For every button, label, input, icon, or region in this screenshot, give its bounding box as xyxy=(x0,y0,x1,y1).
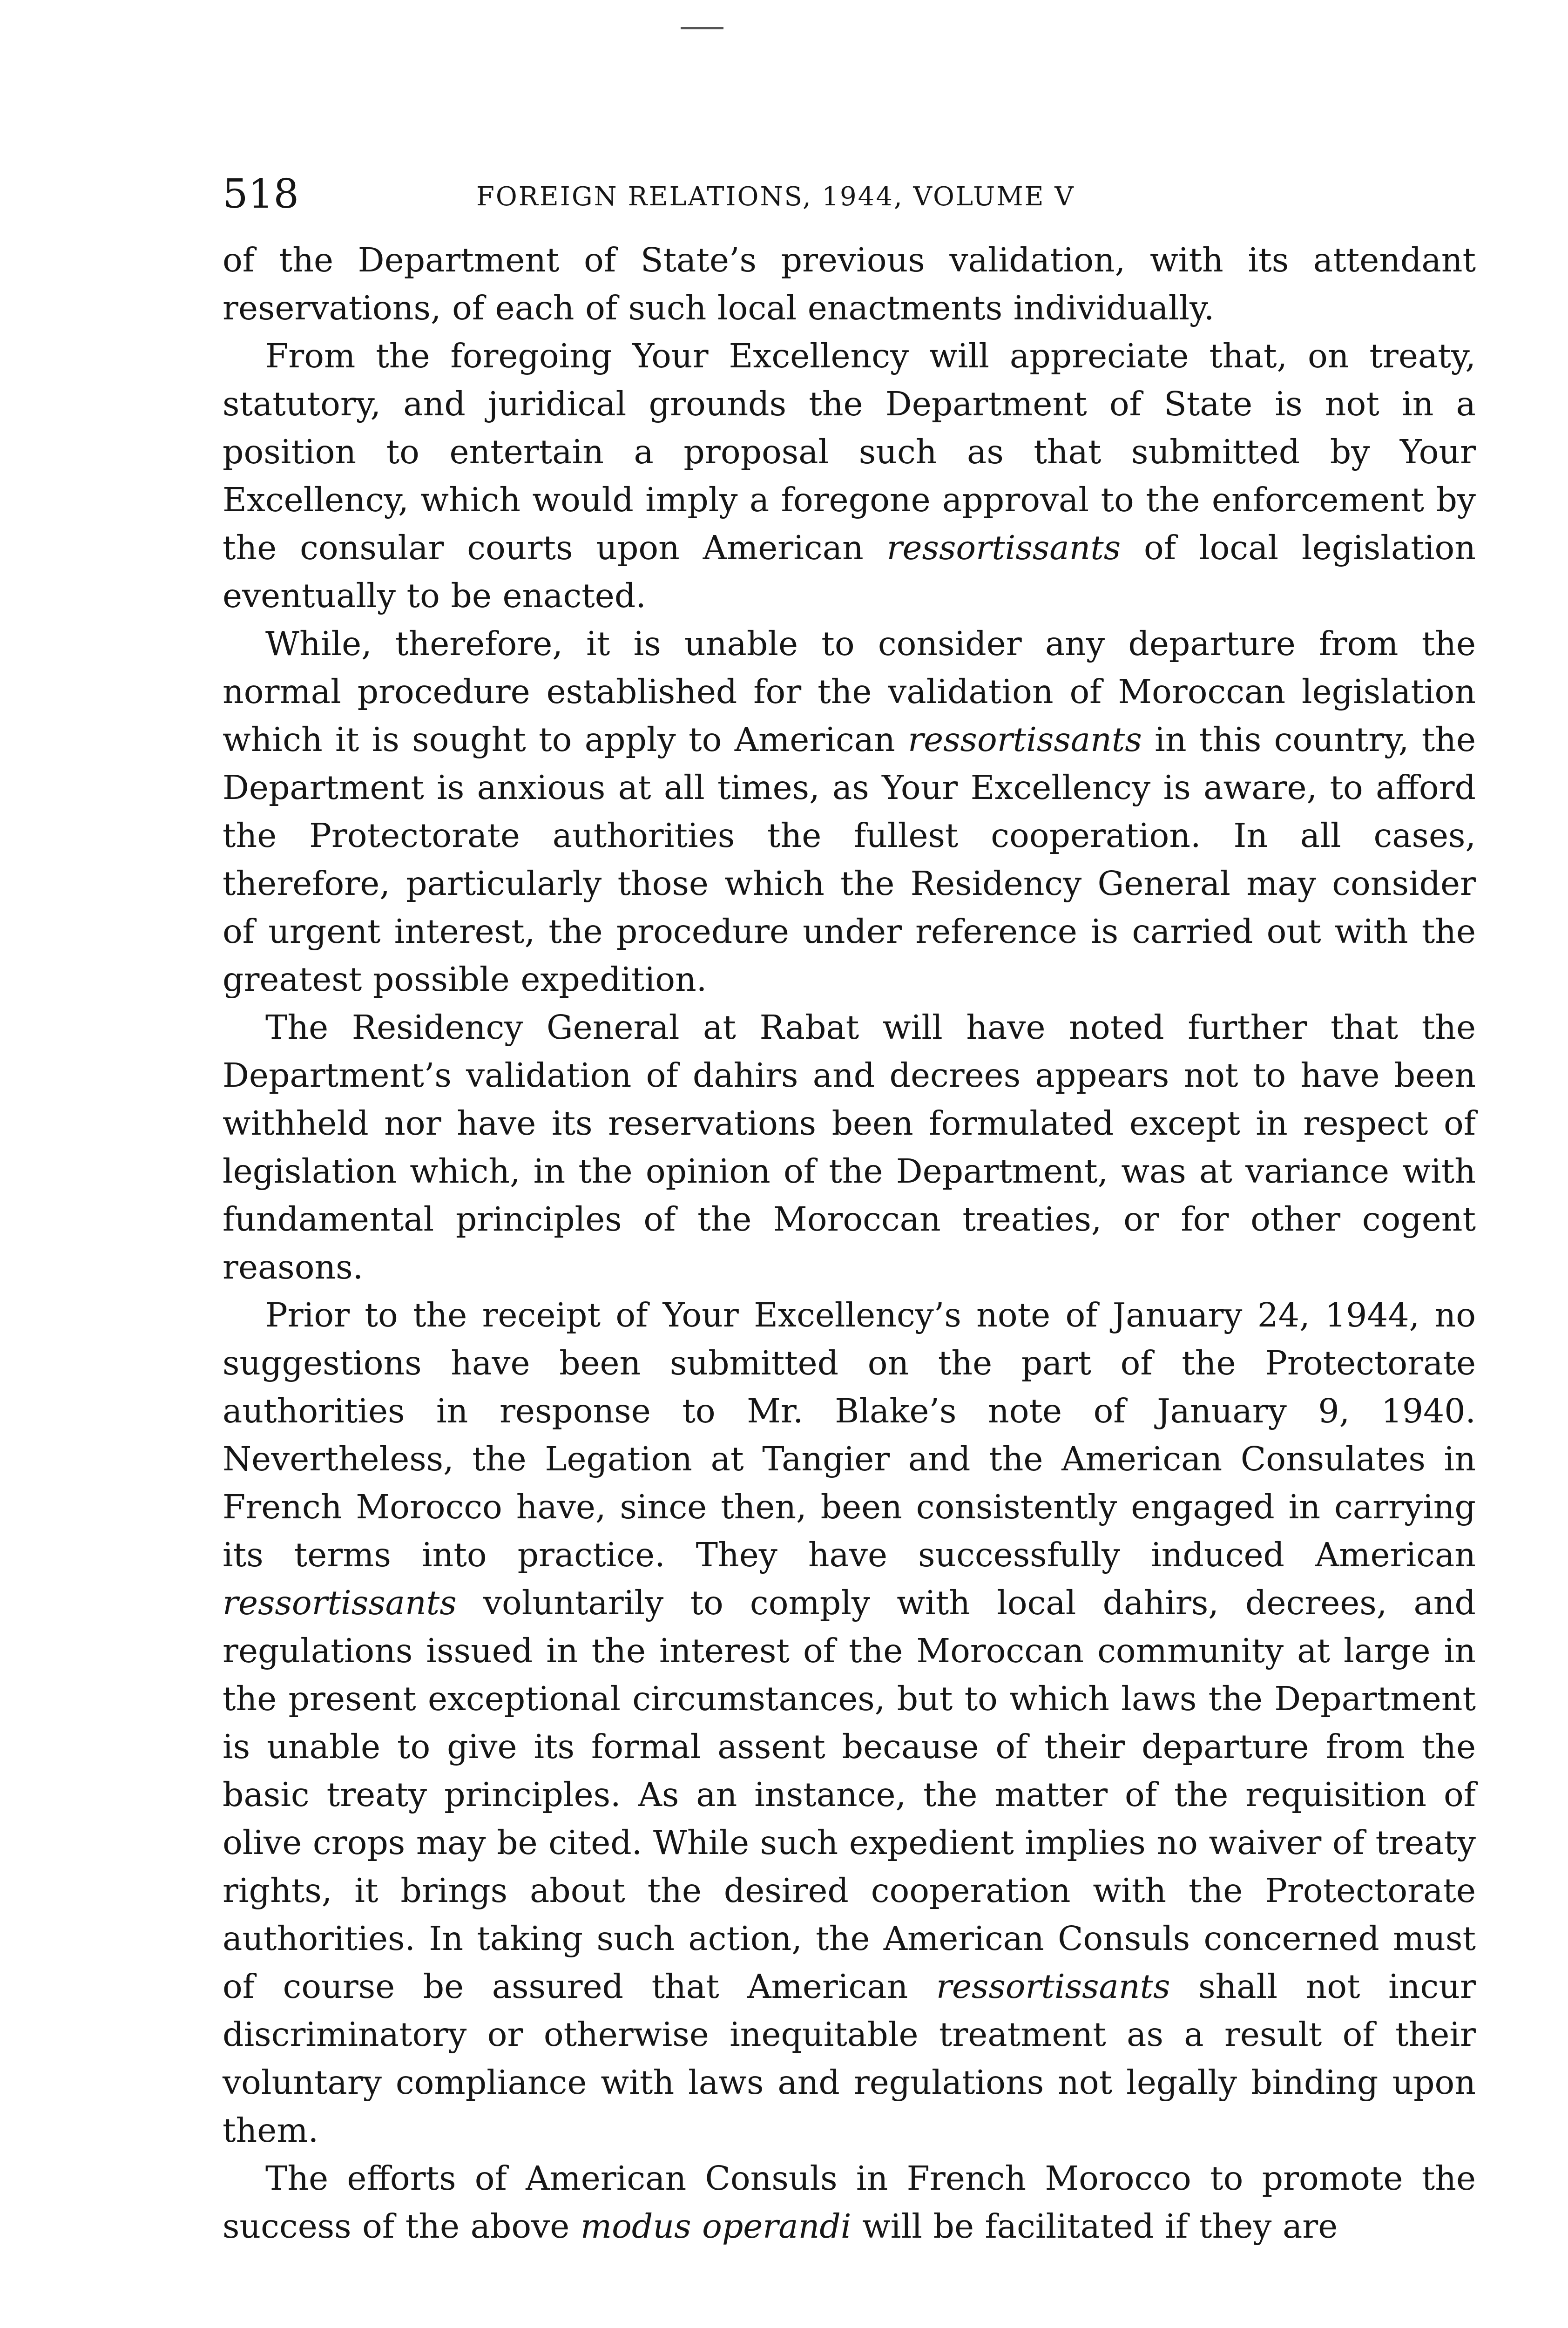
paragraph-3-text-a: While, therefore, it is unable to consider any departure from the normal procedure established for the validation of Moroccan legislation which it is sought to apply to American xyxy=(223,624,1476,759)
paragraph-6-italic-term: modus operandi xyxy=(580,2207,852,2246)
paragraph-5-text-c: shall not incur discriminatory or otherwise inequitable treatment as a result of their voluntary compliance with laws and regulations not legally binding upon them. xyxy=(223,1967,1476,2150)
paragraph-3 xyxy=(223,620,1476,1003)
paragraph-5-italic-term-1: ressortissants xyxy=(223,1584,457,1622)
paragraph-5-italic-term-2: ressortissants xyxy=(936,1967,1170,2006)
running-head: FOREIGN RELATIONS, 1944, VOLUME V xyxy=(476,182,1075,212)
paragraph-2-text-a: From the foregoing Your Excellency will appreciate that, on treaty, statutory, and juridical grounds the Department of State is not in a position to entertain a proposal such as that submitted by Your Excellency, which would imply a foregone approval to the enforcement by the consular courts upon American xyxy=(223,337,1476,567)
paragraph-2-text-b: of local legislation eventually to be enacted. xyxy=(223,528,1476,615)
paragraph-5 xyxy=(223,1291,1476,2154)
paragraph-6-text-a: The efforts of American Consuls in French Morocco to promote the success of the above xyxy=(223,2159,1476,2246)
paragraph-6-text-b: will be facilitated if they are xyxy=(862,2207,1338,2246)
paragraph-3-italic-term: ressortissants xyxy=(908,720,1142,759)
paragraph-1-text: of the Department of State’s previous validation, with its attendant reservations, of each of such local enactments individually. xyxy=(223,241,1476,327)
top-rule xyxy=(681,27,723,29)
paragraph-2 xyxy=(223,332,1476,620)
page-header xyxy=(223,173,1476,236)
paragraph-2-italic-term: ressortissants xyxy=(886,528,1121,567)
document-page xyxy=(223,173,1476,2250)
paragraph-3-text-b: in this country, the Department is anxious at all times, as Your Excellency is aware, to afford the Protectorate authorities the fullest cooperation. In all cases, therefore, particularly those which the Residency General may consider of urgent interest, the procedure under reference is carried out with the greatest possible expedition. xyxy=(223,720,1476,999)
paragraph-1 xyxy=(223,236,1476,332)
body-text xyxy=(223,236,1476,2250)
paragraph-5-text-a: Prior to the receipt of Your Excellency’s note of January 24, 1944, no suggestions have been submitted on the part of the Protectorate authorities in response to Mr. Blake’s note of January 9, 1940. Nevertheless, the Legation at Tangier and the American Consulates in French Morocco have, since then, been consistently engaged in carrying its terms into practice. They have successfully induced American xyxy=(223,1296,1476,1574)
page-number: 518 xyxy=(223,171,299,217)
paragraph-5-text-b: voluntarily to comply with local dahirs, decrees, and regulations issued in the interest of the Moroccan community at large in the present exceptional circumstances, but to which laws the Department is unable to give its formal assent because of their departure from the basic treaty principles. As an instance, the matter of the requisition of olive crops may be cited. While such expedient implies no waiver of treaty rights, it brings about the desired cooperation with the Protectorate authorities. In taking such action, the American Consuls concerned must of course be assured that American xyxy=(223,1584,1476,2006)
paragraph-4 xyxy=(223,1003,1476,1291)
paragraph-6 xyxy=(223,2154,1476,2250)
paragraph-4-text: The Residency General at Rabat will have noted further that the Department’s validation of dahirs and decrees appears not to have been withheld nor have its reservations been formulated except in respect of legislation which, in the opinion of the Department, was at variance with fundamental principles of the Moroccan treaties, or for other cogent reasons. xyxy=(223,1008,1476,1286)
